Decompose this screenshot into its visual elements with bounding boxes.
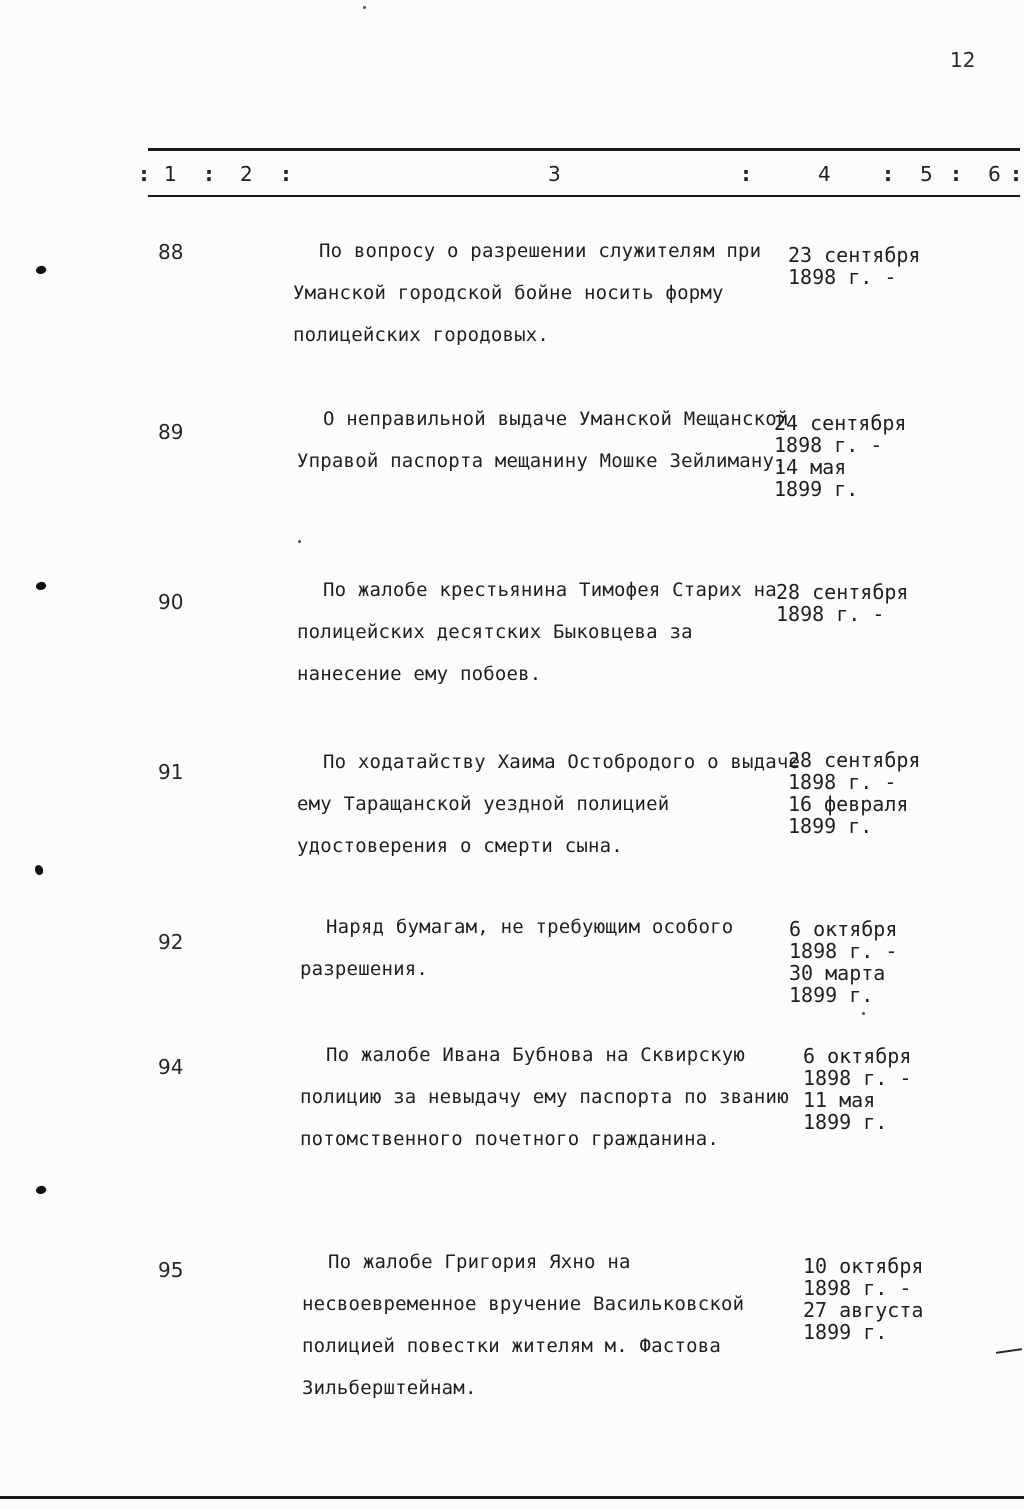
column-separator: : — [205, 162, 213, 186]
entry-date-range: 6 октября 1898 г. - 30 марта 1899 г. — [789, 917, 898, 1007]
entry-description: По жалобе Григория Яхно на несвоевременное вручение Васильковской полицией повестки жителям м. Фастова Зильберштейнам. — [302, 1251, 745, 1399]
entry-date-range: 28 сентября 1898 г. - 16 февраля 1899 г. — [788, 748, 921, 838]
entry-date-range: 28 сентября 1898 г. - — [776, 580, 909, 626]
binding-hole-mark — [35, 580, 47, 591]
entry-description: По жалобе Ивана Бубнова на Сквирскую полицию за невыдачу ему паспорта по званию потомственного почетного гражданина. — [300, 1044, 789, 1150]
entry-number: 95 — [158, 1258, 184, 1282]
binding-hole-mark — [35, 1184, 47, 1195]
column-separator: : — [140, 162, 148, 186]
table-header — [0, 162, 1024, 188]
entry-number: 89 — [158, 420, 184, 444]
column-header-2: 2 — [240, 162, 253, 186]
table-top-rule — [148, 148, 1020, 151]
entry-description: По вопросу о разрешении служителям при Уманской городской бойне носить форму полицейских городовых. — [293, 240, 762, 346]
table-header-rule — [148, 195, 1020, 197]
scan-speck — [298, 540, 301, 543]
column-header-1: 1 — [164, 162, 177, 186]
entry-number: 94 — [158, 1055, 184, 1079]
column-separator: : — [884, 162, 892, 186]
entry-number: 88 — [158, 240, 184, 264]
entry-date-range: 24 сентября 1898 г. - 14 мая 1899 г. — [774, 411, 907, 501]
column-header-4: 4 — [818, 162, 831, 186]
page-bottom-rule — [0, 1496, 1024, 1499]
scan-speck — [363, 6, 366, 9]
entry-date-range: 23 сентября 1898 г. - — [788, 243, 921, 289]
entry-date-range: 10 октября 1898 г. - 27 августа 1899 г. — [803, 1254, 924, 1344]
entry-description: Наряд бумагам, не требующим особого разрешения. — [300, 916, 734, 980]
column-header-6: 6 — [988, 162, 1001, 186]
column-separator: : — [742, 162, 750, 186]
entry-date-range: 6 октября 1898 г. - 11 мая 1899 г. — [803, 1044, 912, 1134]
scan-speck — [862, 1012, 865, 1015]
entry-description: По ходатайству Хаима Остобродого о выдаче ему Таращанской уездной полицией удостоверения о смерти сына. — [297, 751, 801, 857]
entry-description: О неправильной выдаче Уманской Мещанской Управой паспорта мещанину Мошке Зейлиману. — [297, 408, 789, 472]
page-number: 12 — [950, 48, 976, 72]
column-header-3: 3 — [548, 162, 561, 186]
binding-hole-mark — [35, 264, 47, 275]
column-separator: : — [282, 162, 290, 186]
binding-hole-mark — [33, 864, 45, 877]
column-header-5: 5 — [920, 162, 933, 186]
scan-edge-mark — [996, 1348, 1022, 1354]
column-separator: : — [1012, 162, 1020, 186]
entry-number: 91 — [158, 760, 184, 784]
entry-number: 92 — [158, 930, 184, 954]
entry-number: 90 — [158, 590, 184, 614]
column-separator: : — [952, 162, 960, 186]
entry-description: По жалобе крестьянина Тимофея Старих на полицейских десятских Быковцева за нанесение ему побоев. — [297, 579, 777, 685]
